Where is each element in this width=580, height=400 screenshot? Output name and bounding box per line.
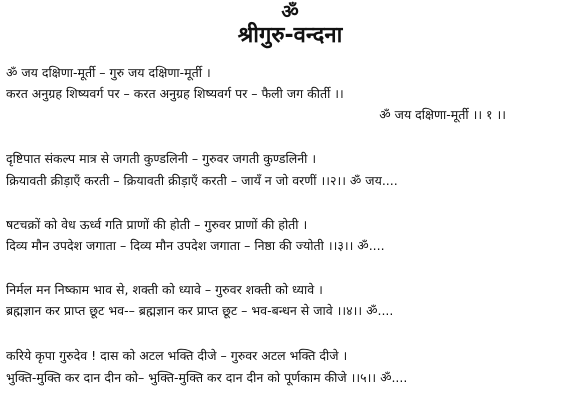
verse-line: षटचक्रों को वेध ऊर्ध्व गति प्राणों की होती – गुरुवर प्राणों की होती । — [6, 217, 308, 232]
verse-line: निर्मल मन निष्काम भाव से, शक्ती को ध्यावे – गुरुवर शक्ती को ध्यावे । — [6, 282, 323, 297]
verse-line: करत अनुग्रह शिष्यवर्ग पर – करत अनुग्रह शिष्यवर्ग पर – फैली जग कीर्ती ।। — [6, 86, 344, 101]
verse-line-refrain: ॐ जय दक्षिणा-मूर्ती ।। १ ।। — [379, 107, 506, 122]
verse-line: दृष्टिपात संकल्प मात्र से जगती कुण्डलिनी – गुरुवर जगती कुण्डलिनी । — [6, 151, 317, 166]
verse-line: दिव्य मौन उपदेश जगाता – दिव्य मौन उपदेश जगाता – निष्ठा की ज्योती ।।३।। ॐ.... — [6, 238, 385, 253]
page-title: श्रीगुरु-वन्दना — [237, 23, 343, 48]
verse-line: भुक्ति-मुक्ति कर दान दीन को– भुक्ति-मुक्ति कर दान दीन को पूर्णकाम कीजे ।।५।। ॐ.... — [6, 370, 408, 385]
verse-line: करिये कृपा गुरुदेव ! दास को अटल भक्ति दीजे – गुरुवर अटल भक्ति दीजे । — [6, 348, 348, 363]
verse-line: ब्रह्मज्ञान कर प्राप्त छूट भव-– ब्रह्मज्ञान कर प्राप्त छूट – भव-बन्धन से जावे ।।४।। ॐ.... — [6, 303, 394, 318]
verse-line: ॐ जय दक्षिणा-मूर्ती – गुरु जय दक्षिणा-मूर्ती । — [6, 65, 211, 80]
om-symbol: ॐ — [281, 1, 299, 23]
verse-line: क्रियावती क्रीड़ाएँ करती – क्रियावती क्रीड़ाएँ करती – जायँ न जो वरणीं ।।२।। ॐ जय.... — [6, 173, 398, 188]
